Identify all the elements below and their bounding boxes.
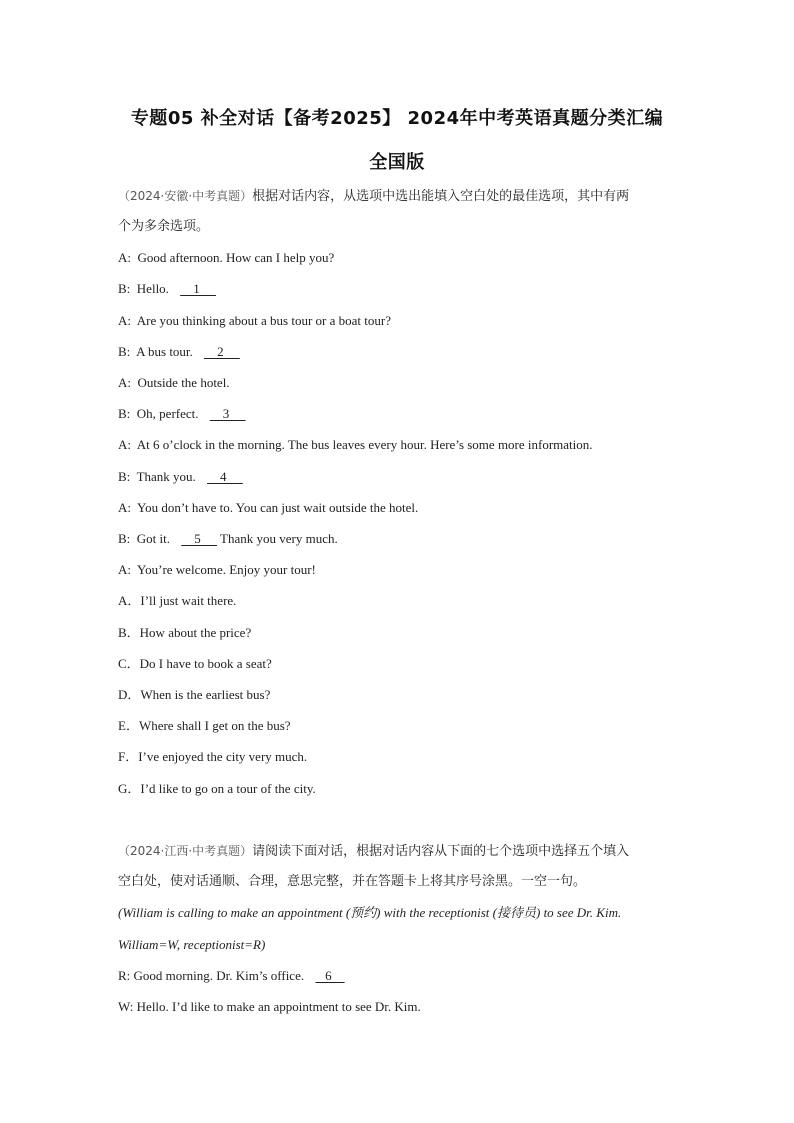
answer-blank-3[interactable]: 3 (209, 406, 246, 421)
dialogue-line (118, 344, 240, 360)
dialogue-line (118, 281, 216, 297)
section1-instruction (118, 188, 629, 205)
dialogue-line (118, 562, 316, 578)
dialogue-text: Hello. (136, 281, 169, 296)
speaker-label: B: (118, 406, 131, 421)
document-title: 专题05 补全对话【备考2025】 2024年中考英语真题分类汇编 (130, 108, 664, 129)
speaker-label: B: (118, 531, 131, 546)
dialogue-text: Got it. (136, 531, 171, 546)
dialogue-text: You don’t have to. You can just wait outside the hotel. (137, 500, 419, 515)
speaker-label: B: (118, 469, 131, 484)
document-subtitle: 全国版 (369, 152, 425, 173)
answer-blank-4[interactable]: 4 (207, 469, 243, 484)
answer-blank-1[interactable]: 1 (180, 281, 216, 296)
dialogue-line (118, 531, 338, 547)
speaker-label: A: (118, 313, 131, 328)
dialogue-text-after: Thank you very much. (220, 531, 338, 546)
dialogue-line (118, 469, 243, 485)
dialogue-text: Thank you. (136, 469, 196, 484)
section1-instruction-line2: 个为多余选项。 (118, 219, 210, 234)
dialogue-text: You’re welcome. Enjoy your tour! (137, 562, 316, 577)
speaker-label: A: (118, 500, 131, 515)
dialogue-text: Oh, perfect. (136, 406, 199, 421)
speaker-label: A: (118, 375, 131, 390)
dialogue-text: Outside the hotel. (137, 375, 230, 390)
section1-instruction-line1: 根据对话内容，从选项中选出能填入空白处的最佳选项，其中有两 (252, 189, 630, 204)
section2-intro-line1: (William is calling to make an appointment (预约) with the receptionist (接待员) to see Dr. Kim. (118, 905, 622, 920)
speaker-label: A: (118, 562, 131, 577)
section2-instruction (118, 843, 629, 860)
option-a: A．I’ll just wait there. (118, 593, 237, 608)
dialogue-line (118, 313, 391, 329)
dialogue-text: A bus tour. (136, 344, 193, 359)
dialogue-line (118, 999, 421, 1015)
dialogue-text: Good afternoon. How can I help you? (137, 250, 335, 265)
section2-intro-line2: William=W, receptionist=R) (118, 937, 266, 952)
dialogue-line (118, 375, 230, 391)
answer-blank-5[interactable]: 5 (181, 531, 218, 546)
speaker-label: B: (118, 281, 131, 296)
dialogue-text: At 6 o’clock in the morning. The bus leaves every hour. Here’s some more information. (136, 437, 593, 452)
speaker-label: R: (118, 968, 131, 983)
dialogue-line (118, 437, 593, 453)
answer-blank-6[interactable]: 6 (315, 968, 345, 983)
dialogue-line (118, 406, 246, 422)
dialogue-line (118, 968, 345, 984)
option-b: B．How about the price? (118, 625, 252, 640)
dialogue-text: Are you thinking about a bus tour or a boat tour? (136, 313, 391, 328)
dialogue-line (118, 250, 334, 266)
option-f: F．I’ve enjoyed the city very much. (118, 749, 308, 764)
dialogue-text: Good morning. Dr. Kim’s office. (133, 968, 305, 983)
section2-source: （2024·江西·中考真题） (118, 844, 253, 858)
speaker-label: B: (118, 344, 131, 359)
option-g: G．I’d like to go on a tour of the city. (118, 781, 316, 796)
speaker-label: A: (118, 437, 131, 452)
speaker-label: A: (118, 250, 131, 265)
speaker-label: W: (118, 999, 134, 1014)
option-e: E．Where shall I get on the bus? (118, 718, 291, 733)
section1-source: （2024·安徽·中考真题） (118, 189, 253, 203)
section2-instruction-line1: 请阅读下面对话，根据对话内容从下面的七个选项中选择五个填入 (252, 844, 630, 859)
section2-instruction-line2: 空白处，使对话通顺、合理，意思完整，并在答题卡上将其序号涂黑。一空一句。 (118, 874, 587, 889)
option-c: C．Do I have to book a seat? (118, 656, 272, 671)
dialogue-line (118, 500, 418, 516)
option-d: D．When is the earliest bus? (118, 687, 271, 702)
answer-blank-2[interactable]: 2 (204, 344, 240, 359)
dialogue-text: Hello. I’d like to make an appointment to see Dr. Kim. (136, 999, 421, 1014)
